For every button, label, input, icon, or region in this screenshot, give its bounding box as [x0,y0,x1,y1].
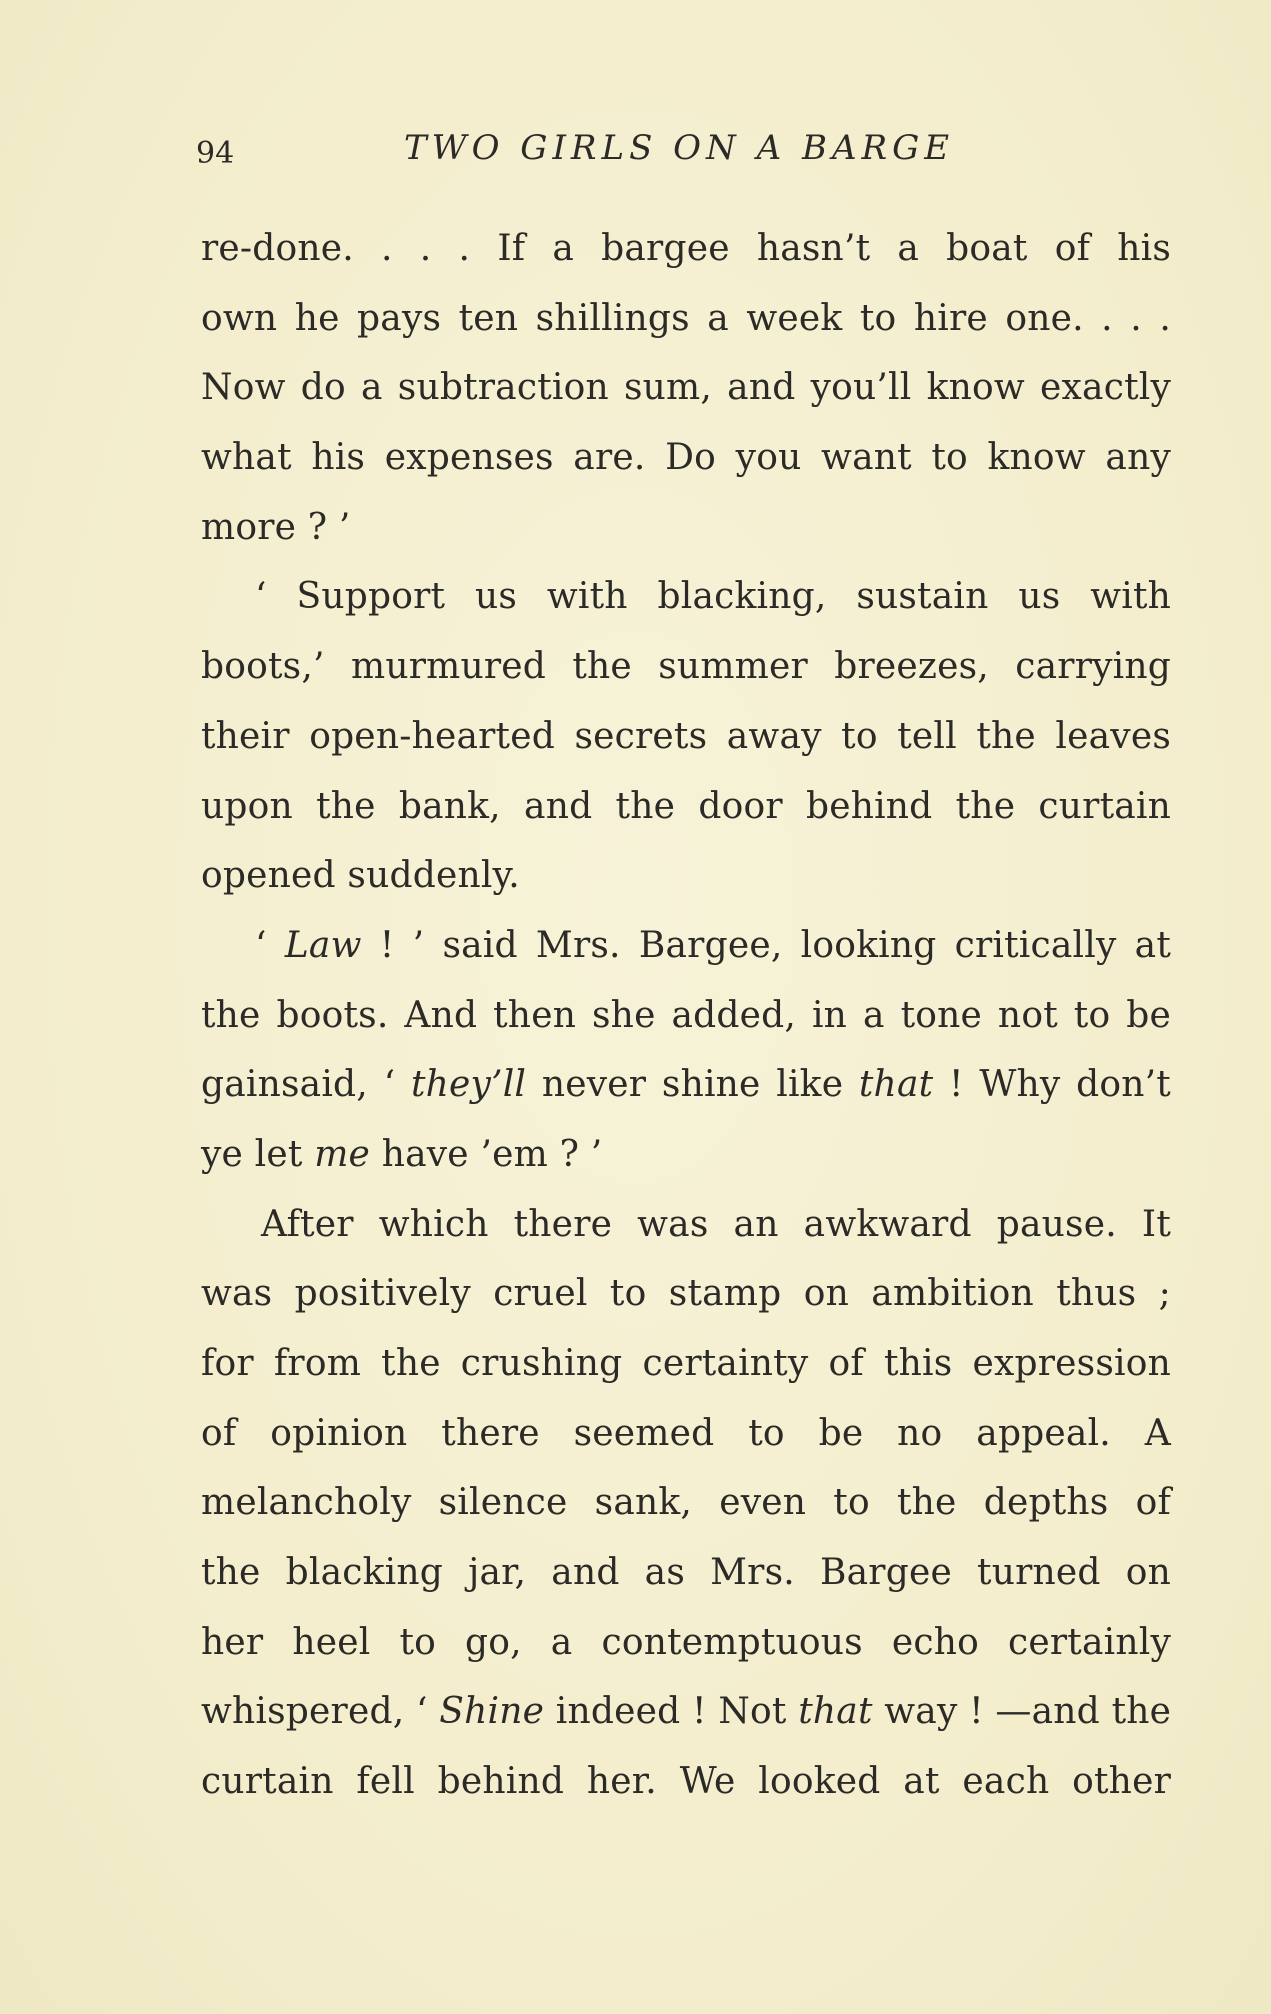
text-segment: have ’em ? ’ [370,1133,603,1175]
text-line [201,911,1171,981]
page-number: 94 [196,136,235,171]
text-line [201,562,1171,632]
text-segment: whispered, ‘ [201,1691,440,1733]
text-segment: opened suddenly. [201,855,520,897]
text-segment: indeed ! Not [544,1691,799,1733]
text-segment: ! Why don’t [933,1064,1171,1106]
text-segment: was positively cruel to stamp on ambition thus ; [201,1273,1171,1315]
italic-text: Shine [439,1691,545,1733]
text-line [201,1677,1171,1747]
text-segment: re-done. . . . If a bargee hasn’t a boat of his [201,228,1171,269]
text-line [201,353,1171,423]
text-line [201,1259,1171,1329]
running-title: TWO GIRLS ON A BARGE [404,128,955,168]
italic-text: Law [284,924,362,966]
text-line [201,1747,1171,1817]
text-segment: own he pays ten shillings a week to hire one. . . . [201,297,1171,339]
text-line [201,981,1171,1051]
body-text [201,214,1171,1817]
text-line [201,284,1171,354]
text-segment: boots,’ murmured the summer breezes, carrying [201,646,1171,688]
text-segment: ‘ [255,924,285,966]
text-line [201,772,1171,842]
text-segment: ye let [201,1133,315,1175]
text-line [201,1050,1171,1120]
text-segment: for from the crushing certainty of this expression [201,1343,1171,1384]
text-line [201,1190,1171,1260]
italic-text: they’ll [410,1064,527,1106]
text-line [201,702,1171,772]
text-segment: more ? ’ [201,506,351,548]
text-segment: Now do a subtraction sum, and you’ll know exactly [201,367,1171,409]
text-line [201,1468,1171,1538]
text-line [201,1608,1171,1678]
text-segment: curtain fell behind her. We looked at each other [201,1761,1171,1803]
text-line [201,1399,1171,1469]
text-line [201,493,1171,563]
text-segment: what his expenses are. Do you want to know any [201,437,1171,479]
text-segment: ! ’ said Mrs. Bargee, looking critically at [361,924,1172,966]
text-line [201,1120,1171,1190]
text-segment: their open-hearted secrets away to tell the leaves [201,715,1171,757]
text-segment: never shine like [526,1064,859,1106]
text-segment: her heel to go, a contemptuous echo certainly [201,1621,1171,1663]
text-segment: the blacking jar, and as Mrs. Bargee turned on [201,1552,1171,1594]
text-line [201,1329,1171,1399]
text-line [201,214,1171,284]
text-segment: upon the bank, and the door behind the curtain [201,785,1171,827]
text-segment: the boots. And then she added, in a tone not to be [201,994,1171,1036]
running-head [196,128,1076,184]
text-segment: ‘ Support us with blacking, sustain us with [255,576,1171,618]
text-line [201,841,1171,911]
text-segment: gainsaid, ‘ [201,1064,411,1106]
text-segment: After which there was an awkward pause. It [261,1203,1171,1245]
italic-text: that [858,1064,934,1106]
text-segment: of opinion there seemed to be no appeal. A [201,1412,1171,1454]
text-line [201,423,1171,493]
text-line [201,632,1171,702]
italic-text: that [798,1691,873,1733]
text-segment: way ! —and the [872,1691,1172,1733]
italic-text: me [314,1133,371,1175]
text-segment: melancholy silence sank, even to the depths of [201,1482,1171,1524]
text-line [201,1538,1171,1608]
